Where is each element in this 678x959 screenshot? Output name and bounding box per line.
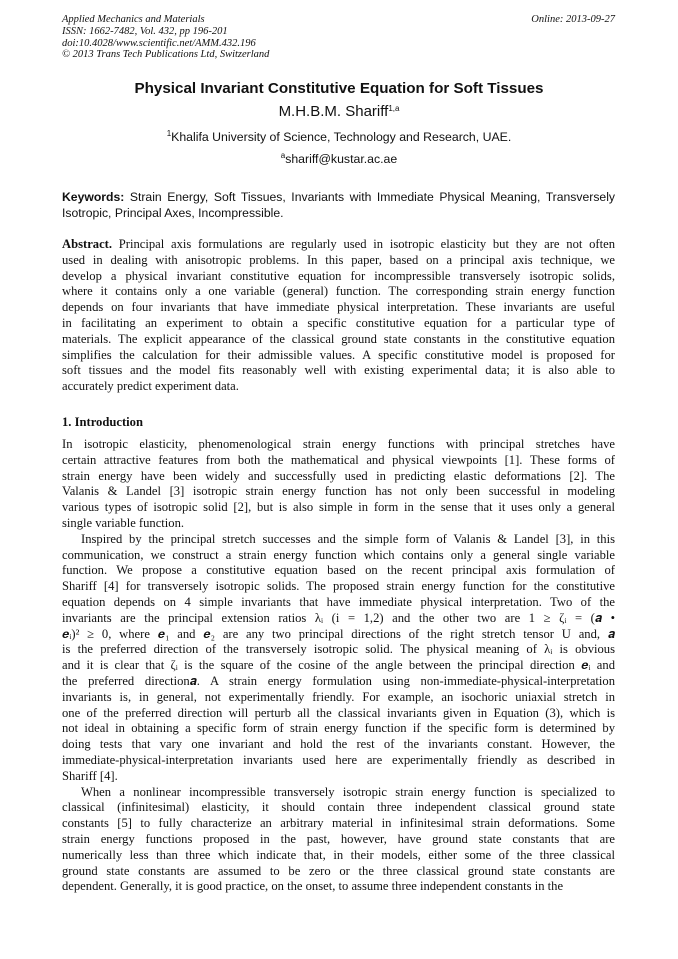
body-line: ground state constants are assumed to be zero or the three classical ground state constants are <box>62 863 615 878</box>
body-line: classical (infinitesimal) elasticity, it should contain three independent classical ground state <box>62 800 615 815</box>
body-line: Valanis & Landel [3] isotropic strain energy function has not only been successful in modeling <box>62 484 615 499</box>
body-line: dependent. Generally, it is good practice, on the onset, to assume three independent constants in the <box>62 879 564 894</box>
body-line: various types of isotropic solid [2], but is also simple in form in the sense that it uses only a general <box>62 500 615 515</box>
keywords-line: Isotropic, Principal Axes, Incompressible. <box>62 206 284 220</box>
body-line: certain attractive features from both the mathematical and physical viewpoints [1]. These forms of <box>62 452 615 467</box>
body-line: numerically less than three which indicate that, in their models, either some of the three classical <box>62 847 615 862</box>
online-date: Online: 2013-09-27 <box>531 14 615 25</box>
body-line: function. We propose a constitutive equation based on the recent principal axis formulation of <box>62 563 615 578</box>
body-line: communication, we construct a strain energy function which contains only a general single variable <box>62 547 615 562</box>
abstract-line: used in dealing with anisotropic problems. In this paper, based on a principal axis technique, we <box>62 252 615 267</box>
body-line: constants [5] to fully characterize an arbitrary material in infinitesimal strain deformations. Some <box>62 816 615 831</box>
doi: doi:10.4028/www.scientific.net/AMM.432.196 <box>62 37 256 49</box>
body-line: not ideal in obtaining a specific form of strain energy function if the specific form is determined by <box>62 721 615 736</box>
author <box>0 103 678 120</box>
body-line: strain energy have been widely and successfully used in predicting elastic deformations [2]. The <box>62 468 615 483</box>
keywords-line: Strain Energy, Soft Tissues, Invariants with Immediate Physical Meaning, Transversely <box>124 190 615 204</box>
body-line: Shariff [4]. <box>62 768 118 783</box>
author-sup: 1,a <box>388 104 400 113</box>
body-line: single variable function. <box>62 515 185 530</box>
body-line: strain energy functions proposed in the past, however, have ground state constants that are <box>62 831 615 846</box>
paper-title: Physical Invariant Constitutive Equation for Soft Tissues <box>134 80 544 97</box>
abstract-line <box>62 237 615 253</box>
abstract-line: depends on four invariants that have immediate physical interpretation. These invariants are useful <box>62 300 615 315</box>
body-line: invariants are the principal extension ratios λᵢ (i = 1,2) and the other two are 1 ≥ ζᵢ = (𝒂 • <box>62 610 615 625</box>
keywords <box>62 189 615 221</box>
body-line: immediate-physical-interpretation invariants used here are experimentally friendly as described in <box>62 752 615 767</box>
copyright: © 2013 Trans Tech Publications Ltd, Switzerland <box>62 49 270 61</box>
affiliation-sup: 1 <box>166 129 172 138</box>
abstract <box>62 237 615 395</box>
body-line: Shariff [4] for transversely isotropic solids. The proposed strain energy function for the constitutive <box>62 579 615 594</box>
abstract-line: accurately predict experiment data. <box>62 379 239 394</box>
abstract-line: where it contains only a one variable (general) function. The corresponding strain energy function <box>62 284 615 299</box>
abstract-line: materials. The explicit appearance of the classical ground state constants in the constitutive equation <box>62 331 615 346</box>
body-line: doing tests that vary one invariant and hold the rest of the invariants constant. However, the <box>62 737 615 752</box>
section-heading: 1. Introduction <box>62 415 143 429</box>
body-line: 𝒆ᵢ)² ≥ 0, where 𝒆₁ and 𝒆₂ are any two principal directions of the right stretch tensor U and, 𝒂 <box>62 626 615 641</box>
author-name: M.H.B.M. Shariff <box>278 103 389 120</box>
email-sup: a <box>280 151 286 160</box>
body-line: invariants is, in general, not experimentally friendly. For example, an isochoric uniaxial stretch in <box>62 689 615 704</box>
body-line: Inspired by the principal stretch successes and the simple form of Valanis & Landel [3], in this <box>81 531 615 546</box>
issn: ISSN: 1662-7482, Vol. 432, pp 196-201 <box>62 25 228 37</box>
body-line: and it is clear that ζᵢ is the square of the cosine of the angle between the principal direction 𝒆ᵢ and <box>62 658 615 673</box>
body-line: In isotropic elasticity, phenomenological strain energy functions with principal stretches have <box>62 437 615 451</box>
email-text: shariff@kustar.ac.ae <box>285 152 398 166</box>
affiliation-text: Khalifa University of Science, Technology and Research, UAE. <box>171 130 512 144</box>
abstract-line: develop a physical invariant constitutive equation for incompressible transversely isotropic solids, <box>62 268 615 283</box>
body-line: equation depends on 4 simple invariants that have immediate physical interpretation. Two of the <box>62 594 615 609</box>
journal-name: Applied Mechanics and Materials <box>62 14 205 25</box>
abstract-text: Principal axis formulations are regularly used in isotropic elasticity but they are not often <box>112 237 615 251</box>
body-line: one of the preferred direction will perturb all the classical invariants given in Equation (3), which is <box>62 705 615 720</box>
abstract-label: Abstract. <box>62 237 113 251</box>
email <box>0 152 678 166</box>
journal-info <box>62 14 269 61</box>
body-line: is the preferred direction of the transversely isotropic solid. The physical meaning of λᵢ is obvious <box>62 642 615 657</box>
introduction-body <box>62 437 615 895</box>
affiliation <box>0 130 678 144</box>
body-line: When a nonlinear incompressible transversely isotropic strain energy function is specialized to <box>81 784 615 799</box>
abstract-line: soft tissues and the model fits reasonably well with existing experimental data; it is also able to <box>62 363 615 378</box>
keywords-label: Keywords: <box>62 190 125 204</box>
abstract-line: in facilitating an experiment to obtain a specific constitutive equation for a particular type of <box>62 315 615 330</box>
body-line: the preferred direction𝒂. A strain energy formulation using non-immediate-physical-interpretation <box>62 673 615 688</box>
abstract-line: simplifies the calculation for their admissible values. A specific constitutive model is proposed for <box>62 347 615 362</box>
